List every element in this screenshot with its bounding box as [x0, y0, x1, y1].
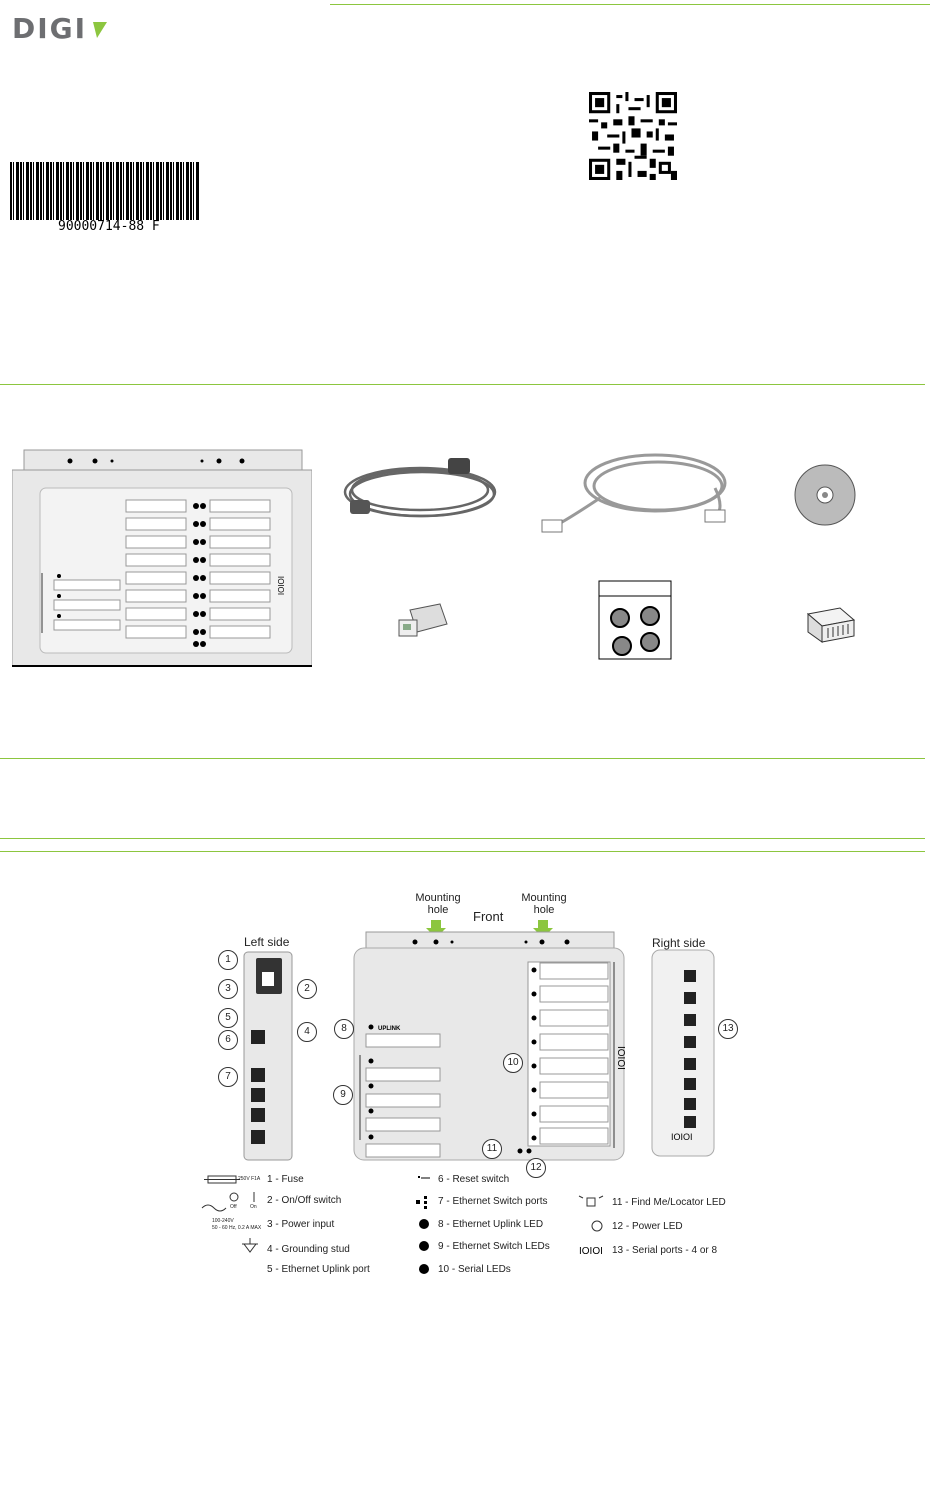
- power-cord-illustration: [340, 452, 505, 532]
- left-side-label: Left side: [244, 935, 290, 949]
- rubber-feet-illustration: [598, 580, 672, 662]
- legend-serial-icon: IOIOI: [579, 1246, 603, 1257]
- section-rule-2: [0, 758, 925, 759]
- legend-item-ethernet-uplink-port: 5 - Ethernet Uplink port: [267, 1264, 370, 1275]
- section-rule-3: [0, 838, 925, 839]
- callout-4: 4: [297, 1022, 317, 1042]
- callout-8: 8: [334, 1019, 354, 1039]
- header-rule: [330, 4, 930, 5]
- callout-11: 11: [482, 1139, 502, 1159]
- legend-item-ethernet-uplink-led: 8 - Ethernet Uplink LED: [438, 1219, 544, 1230]
- hardware-diagram: [190, 890, 750, 1170]
- legend-icons-col2: [408, 1172, 436, 1280]
- legend-item-fuse: 1 - Fuse: [267, 1174, 304, 1185]
- device-front-illustration: [12, 448, 312, 668]
- legend-icons-col1: [200, 1172, 270, 1262]
- on-label: On: [250, 1204, 257, 1210]
- fuse-rating: 250V F1A: [238, 1176, 261, 1182]
- logo-text: DIGI: [12, 12, 88, 45]
- power-rating-1: 100-240V: [212, 1218, 234, 1224]
- legend-icons-col3: [575, 1190, 615, 1260]
- callout-13: 13: [718, 1019, 738, 1039]
- legend-item-ethernet-switch-ports: 7 - Ethernet Switch ports: [438, 1196, 548, 1207]
- uplink-label: UPLINK: [378, 1026, 401, 1032]
- svg-text:IOIOI: IOIOI: [276, 576, 285, 596]
- cd-disc-icon: [790, 460, 860, 530]
- ac-power-icon: [202, 1205, 226, 1211]
- right-serial-icon: IOIOI: [671, 1132, 693, 1142]
- legend-item-ethernet-switch-leds: 9 - Ethernet Switch LEDs: [438, 1241, 550, 1252]
- legend-item-reset-switch: 6 - Reset switch: [438, 1174, 510, 1185]
- qr-code-icon: [589, 92, 677, 180]
- callout-3: 3: [218, 979, 238, 999]
- legend-item-power-input: 3 - Power input: [267, 1219, 335, 1230]
- legend-item-find-me-led: 11 - Find Me/Locator LED: [612, 1197, 726, 1208]
- power-led-icon: [592, 1221, 602, 1231]
- right-side-label: Right side: [652, 936, 706, 950]
- barcode-image: [10, 162, 200, 220]
- mounting-hole-label-right: Mounting hole: [521, 892, 567, 916]
- legend-item-on-off-switch: 2 - On/Off switch: [267, 1195, 342, 1206]
- callout-5: 5: [218, 1008, 238, 1028]
- legend-item-grounding-stud: 4 - Grounding stud: [267, 1244, 350, 1255]
- digi-logo: [12, 12, 109, 45]
- section-rule-1: [0, 384, 925, 385]
- callout-2: 2: [297, 979, 317, 999]
- logo-mark-icon: [91, 18, 109, 40]
- callout-6: 6: [218, 1030, 238, 1050]
- legend-item-power-led: 12 - Power LED: [612, 1221, 683, 1232]
- front-label: Front: [473, 909, 504, 924]
- front-serial-icon: IOIOI: [615, 1046, 626, 1070]
- section-rule-4: [0, 851, 925, 852]
- callout-12: 12: [526, 1158, 546, 1178]
- rj45-connector-illustration: [800, 604, 860, 646]
- legend-item-serial-leds: 10 - Serial LEDs: [438, 1264, 511, 1275]
- mounting-hole-label-left: Mounting hole: [415, 892, 461, 916]
- serial-adapter-illustration: [395, 600, 455, 645]
- off-label: Off: [230, 1204, 237, 1210]
- power-rating-2: 50 - 60 Hz, 0.2 A MAX: [212, 1225, 262, 1231]
- callout-10: 10: [503, 1053, 523, 1073]
- callout-7: 7: [218, 1067, 238, 1087]
- barcode-number: 90000714-88 F: [58, 219, 160, 234]
- callout-1: 1: [218, 950, 238, 970]
- ethernet-cable-illustration: [540, 448, 740, 543]
- callout-9: 9: [333, 1085, 353, 1105]
- legend-item-serial-ports: 13 - Serial ports - 4 or 8: [612, 1245, 718, 1256]
